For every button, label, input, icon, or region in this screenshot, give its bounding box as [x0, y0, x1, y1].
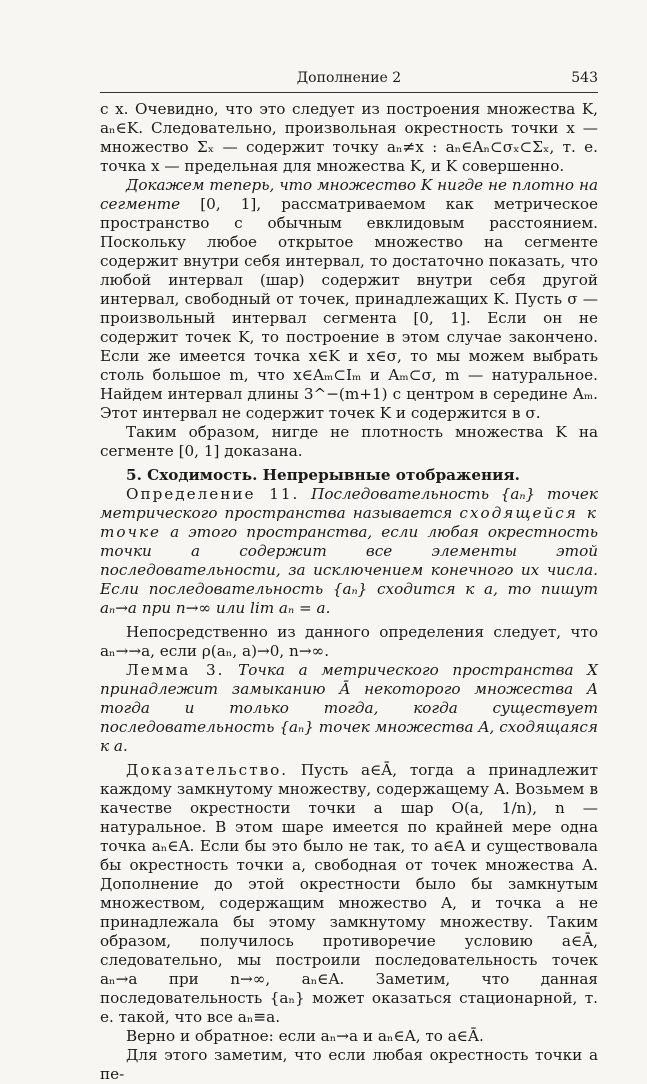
paragraph: Таким образом, нигде не плотность множества K на сегменте [0, 1] доказана. — [100, 423, 598, 460]
running-title: Дополнение 2 — [296, 70, 402, 86]
italic-text: Докажем теперь, что множество K нигде не плотно на сегменте — [100, 176, 598, 213]
paragraph — [100, 176, 598, 423]
paragraph: с x. Очевидно, что это следует из построения множества K, aₙ∈K. Следовательно, произвольная окрестность точки x — множество Σₓ — содержит точку aₙ≠x : aₙ∈Aₙ⊂σₓ⊂Σₓ, т. е. точка x — предельная для множества K, и K совершенно. — [100, 100, 598, 175]
paragraph: Верно и обратное: если aₙ→a и aₙ∈A, то a∈Ā. — [126, 1027, 484, 1045]
definition — [100, 485, 598, 618]
page-body — [100, 100, 598, 1084]
proof — [100, 761, 598, 1027]
header-rule — [100, 92, 598, 93]
lemma-label: Лемма 3. — [126, 661, 225, 679]
definition-label: Определение 11. — [126, 485, 300, 503]
page-number: 543 — [571, 70, 598, 86]
running-header — [100, 68, 598, 90]
paragraph-text: [0, 1], рассматриваемом как метрическое пространство с обычным евклидовым расстоянием. Поскольку любое открытое множество на сегменте содержит внутри себя интервал, то достаточно показать, что любой интервал (шар) содержит внутри себя другой интервал, свободный от точек, принадлежащих K. Пусть σ — произвольный интервал сегмента [0, 1]. Если он не содержит точек K, то построение в этом случае закончено. Если же имеется точка x∈K и x∈σ, то мы можем выбрать столь большое m, что x∈Aₘ⊂Iₘ и Aₘ⊂σ, m — натуральное. Найдем интервал длины 3^−(m+1) с центром в середине Aₘ. Этот интервал не содержит точек K и содержится в σ. — [100, 195, 598, 422]
proof-text: Пусть a∈Ā, тогда a принадлежит каждому замкнутому множеству, содержащему A. Возьмем в качестве окрестности точки a шар O(a, 1/n), n — натуральное. В этом шаре имеется по крайней мере одна точка aₙ∈A. Если бы это было не так, то a∈A и существовала бы окрестность точки a, свободная от точек множества A. Дополнение до этой окрестности было бы замкнутым множеством, содержащим множество A, и точка a не принадлежала бы этому замкнутому множеству. Таким образом, получилось противоречие условию a∈Ā, следовательно, мы построили последовательность точек aₙ→a при n→∞, aₙ∈A. Заметим, что данная последовательность {aₙ} может оказаться стационарной, т. е. такой, что все aₙ≡a. — [100, 761, 598, 1026]
proof-label: Доказательство. — [126, 761, 289, 779]
definition-spaced-term: сходящейся к точке — [100, 504, 599, 541]
section-heading: 5. Сходимость. Непрерывные отображения. — [126, 466, 520, 484]
definition-text: a этого пространства, если любая окрестность точки a содержит все элементы этой последовательности, за исключением конечного их числа. Если последовательность {aₙ} сходится к a, то пишут aₙ→a при n→∞ или lim aₙ = a. — [100, 523, 598, 617]
paragraph: Для этого заметим, что если любая окрестность точки a пе- — [100, 1046, 598, 1083]
paragraph: Непосредственно из данного определения следует, что aₙ→→a, если ρ(aₙ, a)→0, n→∞. — [100, 623, 598, 660]
definition-text: Последовательность {aₙ} точек метрического пространства называется — [100, 485, 598, 522]
lemma-text: Точка a метрического пространства X принадлежит замыканию Ā некоторого множества A тогда и только тогда, когда существует последовательность {aₙ} точек множества A, сходящаяся к a. — [100, 661, 598, 755]
lemma — [100, 661, 598, 756]
